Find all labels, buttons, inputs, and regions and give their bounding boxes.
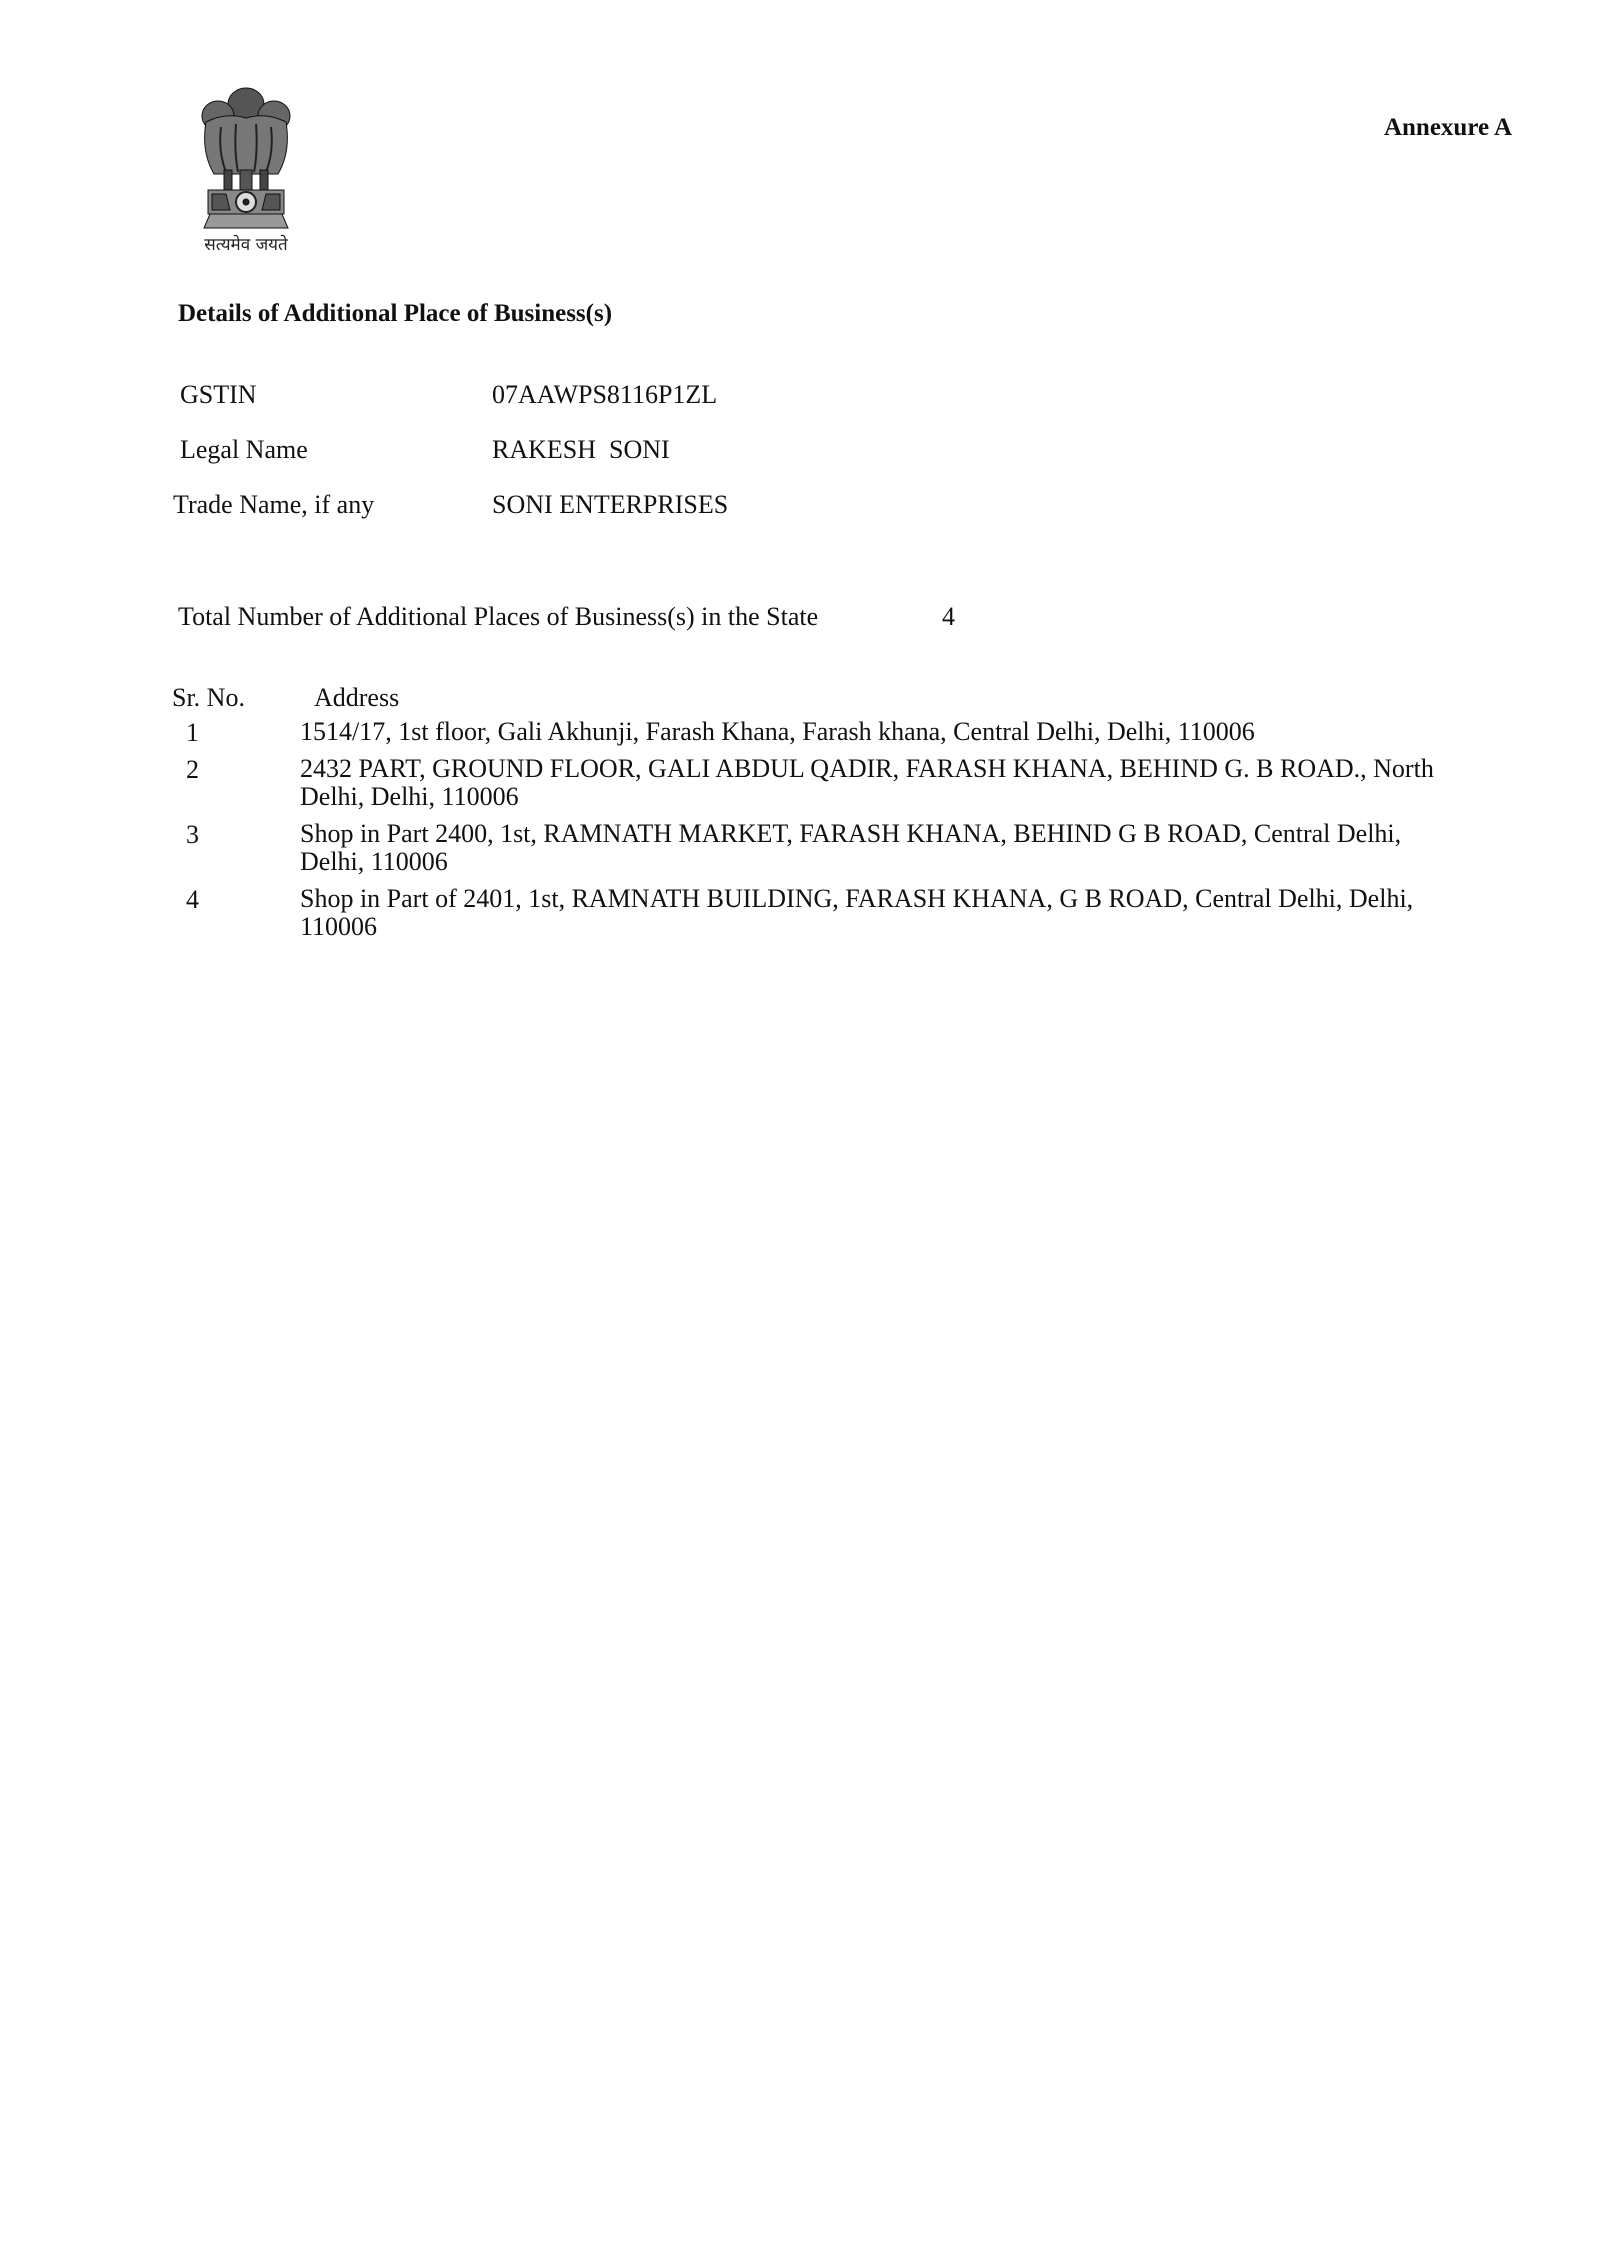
address-text: 1514/17, 1st floor, Gali Akhunji, Farash Khana, Farash khana, Central Delhi, Delhi, 110006 bbox=[300, 717, 1255, 746]
emblem-motto: सत्यमेव जयते bbox=[204, 235, 288, 255]
address-text: 2432 PART, GROUND FLOOR, GALI ABDUL QADIR, FARASH KHANA, BEHIND G. B ROAD., North Delhi, Delhi, 110006 bbox=[300, 754, 1434, 811]
address-sr-no: 3 bbox=[186, 820, 199, 849]
address-header: Address bbox=[314, 683, 400, 712]
annexure-label: Annexure A bbox=[1383, 114, 1512, 141]
national-emblem bbox=[176, 82, 316, 258]
address-sr-no: 4 bbox=[186, 885, 199, 914]
section-title: Details of Additional Place of Business(s) bbox=[178, 300, 613, 327]
address-sr-no: 2 bbox=[186, 755, 199, 784]
sr-no-header: Sr. No. bbox=[172, 683, 245, 712]
address-sr-no: 1 bbox=[186, 718, 199, 747]
gstin-value: 07AAWPS8116P1ZL bbox=[492, 380, 718, 409]
legal-name-value: RAKESH SONI bbox=[492, 435, 670, 464]
legal-name-label: Legal Name bbox=[180, 435, 308, 464]
address-text: Shop in Part of 2401, 1st, RAMNATH BUILDING, FARASH KHANA, G B ROAD, Central Delhi, Delhi, 110006 bbox=[300, 884, 1414, 941]
trade-name-value: SONI ENTERPRISES bbox=[492, 490, 729, 519]
lion-capital-icon bbox=[176, 82, 316, 232]
total-places-label: Total Number of Additional Places of Business(s) in the State bbox=[178, 602, 819, 631]
address-text: Shop in Part 2400, 1st, RAMNATH MARKET, FARASH KHANA, BEHIND G B ROAD, Central Delhi, Delhi, 110006 bbox=[300, 819, 1402, 876]
total-places-value: 4 bbox=[942, 602, 955, 631]
trade-name-label: Trade Name, if any bbox=[173, 490, 375, 519]
gstin-label: GSTIN bbox=[180, 380, 257, 409]
